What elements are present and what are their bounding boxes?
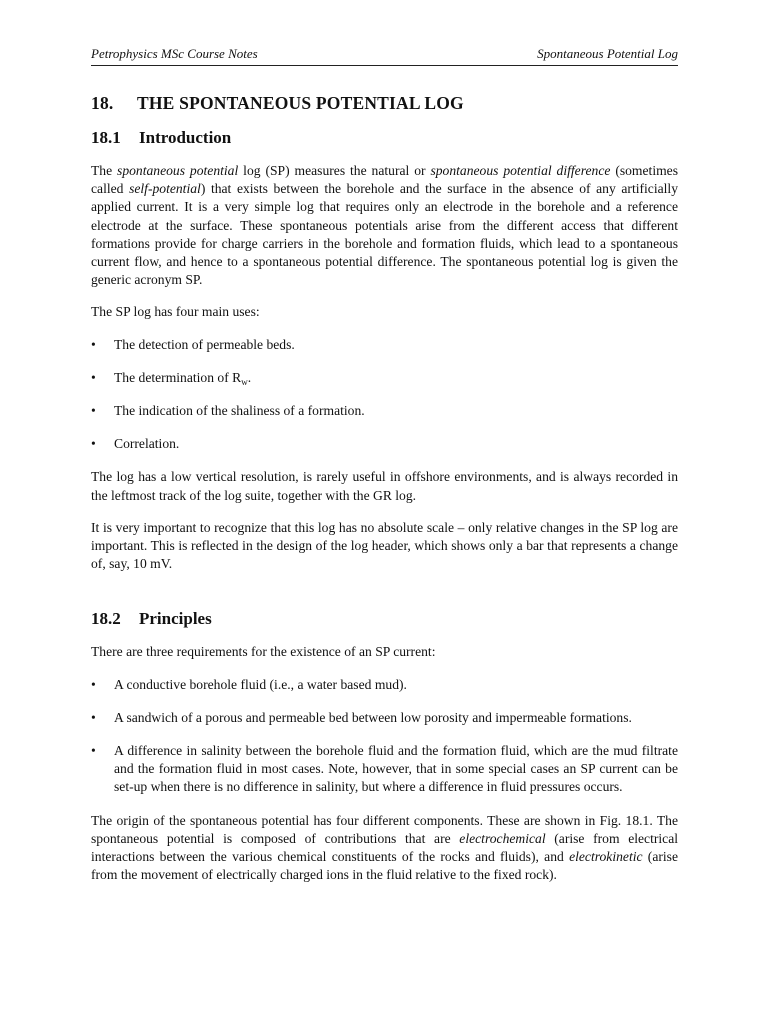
list-item (91, 369, 678, 387)
italic-term: self-potential (129, 181, 201, 197)
italic-term: spontaneous potential difference (430, 163, 611, 178)
running-header (91, 46, 678, 66)
section-spacer (91, 587, 678, 609)
section-title: Principles (139, 609, 212, 629)
italic-term: electrochemical (459, 830, 546, 846)
section-heading-introduction (91, 128, 678, 148)
text-run: The determination of R (114, 369, 242, 385)
chapter-title: THE SPONTANEOUS POTENTIAL LOG (137, 93, 464, 113)
text-run: (arise from the movement of electrically charged ions in the fluid relative to the fixed rock). (91, 849, 678, 883)
section-number: 18.2 (91, 609, 121, 629)
header-course-title: Petrophysics MSc Course Notes (91, 46, 258, 61)
chapter-number: 18. (91, 93, 114, 113)
intro-paragraph-3: The log has a low vertical resolution, is rarely useful in offshore environments, and is always recorded in the leftmost track of the log suite, together with the GR log. (91, 469, 678, 503)
italic-term: electrokinetic (569, 849, 643, 865)
text-run: log (SP) measures the natural or (238, 163, 431, 178)
subscript: w (241, 376, 248, 387)
principles-paragraph-2 (91, 812, 678, 885)
text-run: The origin of the spontaneous potential has four different components. These are shown in Fig. 18.1. The spontaneous potential is composed of contributions that are (91, 812, 678, 846)
section-title: Introduction (139, 128, 232, 147)
list-item: • A conductive borehole fluid (i.e., a water based mud). (91, 676, 678, 694)
section-heading-principles (91, 609, 678, 629)
uses-list (91, 336, 678, 454)
list-item: • A sandwich of a porous and permeable bed between low porosity and impermeable formations. (91, 709, 678, 727)
text-run: . (247, 369, 252, 385)
list-item: • A difference in salinity between the borehole fluid and the formation fluid, which are the mud filtrate and the formation fluid in most cases. Note, however, that in some special cases an SP current can be set-up when there is no difference in salinity, but where a difference in fluid pressures occurs. (91, 742, 678, 797)
chapter-heading (91, 93, 678, 114)
list-item: • The indication of the shaliness of a formation. (91, 402, 678, 420)
text-run: ) that exists between the borehole and the surface in the absence of any artificially applied current. It is a very simple log that requires only an electrode in the borehole and a reference electrode at the surface. These spontaneous potentials arise from the different access that different formations provide for charge carriers in the borehole and formation fluids, which lead to a spontaneous current flow, and hence to a spontaneous potential difference. The spontaneous potential log is given the generic acronym SP. (91, 181, 678, 288)
italic-term: spontaneous potential (117, 163, 239, 178)
text-run: (arise from electrical interactions between the various chemical constituents of the rocks and fluids), and (91, 830, 679, 865)
list-item: • The detection of permeable beds. (91, 336, 678, 354)
list-item: • Correlation. (91, 435, 678, 453)
requirements-list (91, 676, 678, 797)
header-chapter-title: Spontaneous Potential Log (537, 46, 678, 61)
intro-paragraph-1 (91, 162, 678, 289)
section-number: 18.1 (91, 128, 121, 147)
page-content (91, 93, 678, 898)
principles-paragraph-1: There are three requirements for the existence of an SP current: (91, 644, 436, 660)
intro-paragraph-4: It is very important to recognize that this log has no absolute scale – only relative changes in the SP log are important. This is reflected in the design of the log header, which shows only a bar that represents a change of, say, 10 mV. (91, 519, 678, 572)
text-run: (sometimes called (91, 163, 678, 197)
text-run: The (91, 163, 118, 178)
intro-paragraph-2: The SP log has four main uses: (91, 304, 260, 320)
